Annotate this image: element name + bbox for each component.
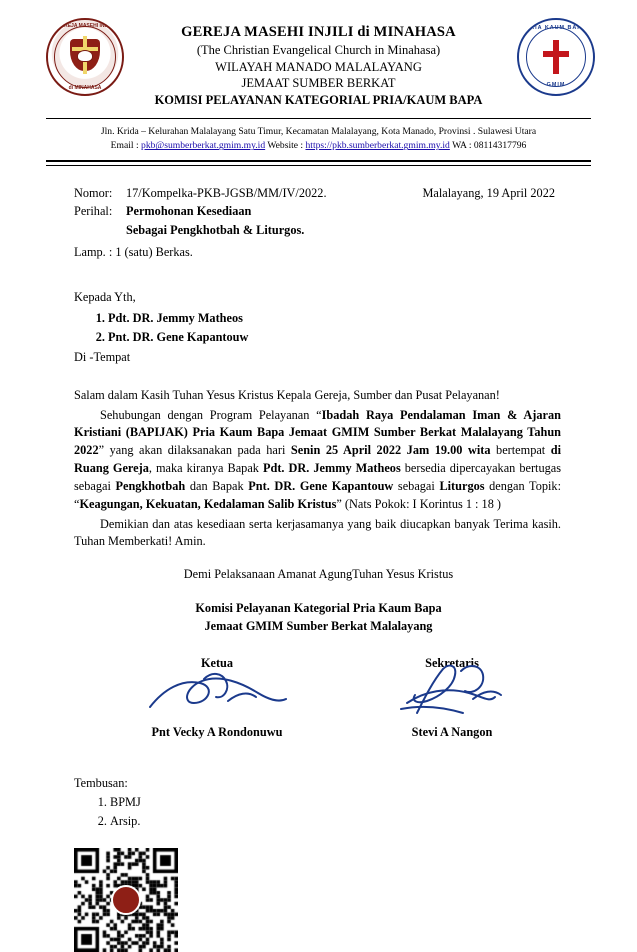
recipients-footer: Di -Tempat <box>74 349 131 364</box>
qr-center-logo-icon <box>111 885 141 915</box>
list-item: 2. Pnt. DR. Gene Kapantouw <box>108 328 591 347</box>
perihal-value: Permohonan Kesediaan <box>126 204 252 219</box>
greeting-paragraph: Salam dalam Kasih Tuhan Yesus Kristus Kepala Gereja, Sumber dan Pusat Pelayanan! <box>74 387 500 402</box>
p1-g: , maka kiranya Bapak <box>148 461 263 476</box>
whatsapp-label: WA : 08114317796 <box>449 140 527 152</box>
commission-block <box>46 600 591 636</box>
list-item: 1. BPMJ <box>110 793 591 811</box>
perihal-value-2: Sebagai Pengkhotbah & Liturgos. <box>126 222 305 237</box>
church-name: GEREJA MASEHI INJILI di MINAHASA <box>181 24 456 40</box>
closing-paragraph: Demikian dan atas kesediaan serta kerjasamanya yang baik diucapkan banyak Terima kasih. Tuhan Memberkati! Amin. <box>74 516 561 549</box>
gmim-crest-icon <box>46 18 120 92</box>
signature-mark-ketua <box>142 667 292 721</box>
tembusan-block <box>46 774 591 830</box>
tagline: Demi Pelaksanaan Amanat AgungTuhan Yesus Kristus <box>183 567 454 582</box>
recipients-list <box>74 309 591 347</box>
tembusan-list <box>74 793 591 830</box>
tembusan-heading: Tembusan: <box>74 775 128 790</box>
church-name-english: (The Christian Evangelical Church in Minahasa) <box>196 43 441 57</box>
crest-bottom-text: di MINAHASA <box>68 85 102 91</box>
commission-line-1: Komisi Pelayanan Kategorial Pria Kaum Bapa <box>195 601 442 616</box>
signature-name-ketua: Pnt Vecky A Rondonuwu <box>151 724 283 739</box>
letterhead-titles <box>120 18 517 108</box>
pkb-logo-icon <box>517 18 591 92</box>
nomor-value: 17/Kompelka-PKB-JGSB/MM/IV/2022. <box>126 185 327 200</box>
recipients-block <box>46 288 591 367</box>
commission-line-2: Jemaat GMIM Sumber Berkat Malalayang <box>204 619 433 633</box>
pkb-bottom-text: GMIM <box>546 82 566 88</box>
p1-i: bersedia dipercayakan bertugas sebagai <box>74 461 561 493</box>
signature-role-sekretaris: Sekretaris <box>425 655 479 670</box>
email-link[interactable]: pkb@sumberberkat.gmim.my.id <box>141 140 266 152</box>
congregation-name: JEMAAT SUMBER BERKAT <box>241 76 396 90</box>
list-item: 1. Pdt. DR. Jemmy Matheos <box>108 309 591 328</box>
p1-a: Sehubungan dengan Program Pelayanan “ <box>100 407 322 422</box>
p1-o: dengan Topik: “ <box>74 478 561 511</box>
letterhead <box>46 18 591 108</box>
p1-k: dan Bapak <box>185 478 249 493</box>
main-paragraph <box>74 407 561 514</box>
pkb-top-text: PRIA KAUM BAPA <box>525 25 587 31</box>
website-link[interactable]: https://pkb.sumberberkat.gmim.my.id <box>305 140 450 152</box>
email-label: Email : <box>110 140 142 152</box>
nomor-label: Nomor: <box>74 185 113 200</box>
region-name: WILAYAH MANADO MALALAYANG <box>215 60 422 74</box>
p1-q: ” (Nats Pokok: I Korintus 1 : 18 ) <box>336 496 502 511</box>
p1-p: Keagungan, Kekuatan, Kedalaman Salib Kristus <box>79 496 337 511</box>
perihal-label: Perihal: <box>74 204 113 219</box>
lampiran: Lamp. : 1 (satu) Berkas. <box>74 245 193 260</box>
p1-l: Pnt. DR. Gene Kapantouw <box>248 478 394 493</box>
signature-left <box>112 656 322 740</box>
signature-area <box>46 656 591 740</box>
email-website-line <box>46 139 591 153</box>
signature-mark-sekretaris <box>377 661 527 723</box>
header-divider-bottom <box>46 160 591 166</box>
signature-right <box>347 656 557 740</box>
place-date: Malalayang, 19 April 2022 <box>422 185 555 200</box>
address-line: Jln. Krida – Kelurahan Malalayang Satu Timur, Kecamatan Malalayang, Kota Manado, Provinsi . Sulawesi Utara <box>100 126 537 137</box>
p1-f: di Ruang Gereja <box>74 443 562 476</box>
signature-name-sekretaris: Stevi A Nangon <box>411 724 493 739</box>
header-divider-top <box>46 118 591 119</box>
list-item: 2. Arsip. <box>110 812 591 830</box>
perihal-row <box>74 202 591 220</box>
signature-role-ketua: Ketua <box>200 655 234 670</box>
p1-b: Ibadah Raya Pendalaman Iman & Ajaran Kristiani (BAPIJAK) Pria Kaum Bapa Jemaat GMIM Sumber Berkat Malalayang Tahun 2022 <box>74 407 561 458</box>
contact-block <box>46 125 591 154</box>
p1-c: ” yang akan dilaksanakan pada hari <box>98 443 291 458</box>
letter-meta <box>46 184 591 262</box>
recipients-heading: Kepada Yth, <box>74 289 136 304</box>
p1-h: Pdt. DR. Jemmy Matheos <box>262 461 401 476</box>
p1-n: Liturgos <box>439 478 485 493</box>
qr-code-wrap <box>46 848 591 952</box>
commission-name: KOMISI PELAYANAN KATEGORIAL PRIA/KAUM BAPA <box>154 93 483 107</box>
p1-d: Senin 25 April 2022 Jam 19.00 wita <box>290 443 491 458</box>
website-label: Website : <box>265 140 306 152</box>
letter-body <box>46 387 591 551</box>
p1-j: Pengkhotbah <box>115 478 186 493</box>
p1-m: sebagai <box>393 478 440 493</box>
crest-top-text: GEREJA MASEHI INJILI <box>56 23 114 29</box>
p1-e: bertempat <box>490 443 551 458</box>
qr-code <box>74 848 178 952</box>
